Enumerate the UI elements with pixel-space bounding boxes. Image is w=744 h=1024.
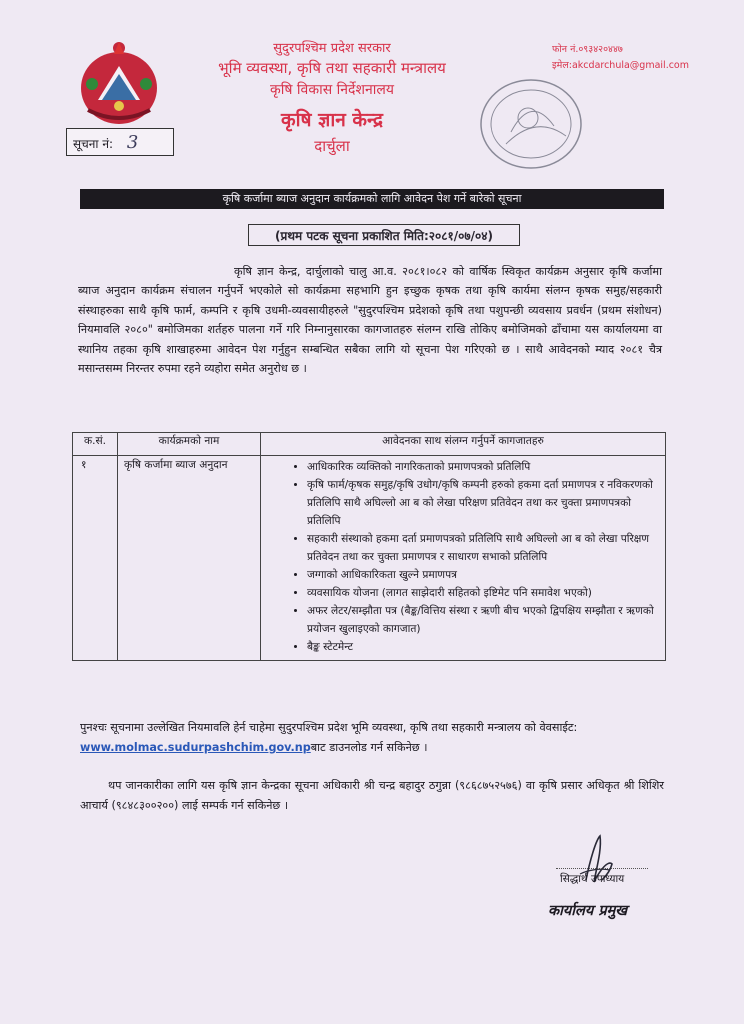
header-email: इमेल:akcdarchula@gmail.com xyxy=(552,60,690,71)
notice-title-bar: कृषि कर्जामा ब्याज अनुदान कार्यक्रमको लागि आवेदन पेश गर्ने बारेको सूचना xyxy=(80,189,664,209)
notice-body-paragraph: कृषि ज्ञान केन्द्र, दार्चुलाको चालु आ.व. २०८१।०८२ को वार्षिक स्विकृत कार्यक्रम अनुसार कृषि कर्जामा ब्याज अनुदान कार्यक्रम संचालन गर्नुपर्ने भएकोले सो कार्यक्रमा सहभागि हुन इच्छुक कृषक तथा कृषि कार्यमा संलग्न कृषक समुह/सहकारी संस्थाहरुका साथै कृषि फार्म, कम्पनि र कृषि उधमी-व्यवसायीहरुले "सुदुरपश्चिम प्रदेशको कृषि तथा पशुपन्छी व्यवसाय प्रवर्धन (प्रथम संशोधन) नियमावलि २०८०" बमोजिमका शर्तहरु पालना गर्ने गरि निम्नानुसारका कागजातहरु संलग्न राखि तोकिए बमोजिमको ढाँचामा यस कार्यालयमा वा स्थानिय तहका कृषि शाखाहरुमा आवेदन पेश गर्नुहुन सम्बन्धित सबैका लागि यो सूचना पेश गरिएको छ । साथै आवेदनको म्याद २०८१ चैत्र मसान्तसम्म निरन्तर रुपमा रहने व्यहोरा समेत अनुरोध छ । xyxy=(78,265,662,376)
header-province-government: सुदुरपश्चिम प्रदेश सरकार xyxy=(273,41,391,56)
postscript-text-end: बाट डाउनलोड गर्न सकिनेछ । xyxy=(310,741,428,754)
table-header-documents: आवेदनका साथ संलग्न गर्नुपर्ने कागजातहरु xyxy=(261,433,666,456)
table-cell-program: कृषि कर्जामा ब्याज अनुदान xyxy=(118,456,261,661)
header-district: दार्चुला xyxy=(314,137,350,155)
signature-line xyxy=(556,868,648,869)
table-cell-documents xyxy=(261,456,666,661)
header-phone: फोन नं.०९३४२०४४७ xyxy=(552,44,623,55)
ministry-website-link[interactable]: www.molmac.sudurpashchim.gov.np xyxy=(80,741,311,754)
header-ministry: भूमि व्यवस्था, कृषि तथा सहकारी मन्त्रालय xyxy=(218,59,446,77)
postscript-text: पुनश्चः सूचनामा उल्लेखित नियमावलि हेर्न चाहेमा सुदुरपश्चिम प्रदेश भूमि व्यवस्था, कृषि तथा सहकारी मन्त्रालय को वेवसाईट: xyxy=(80,721,578,734)
signatory-name: सिद्धार्थ उपाध्याय xyxy=(560,873,625,885)
contact-information-paragraph: थप जानकारीका लागि यस कृषि ज्ञान केन्द्रका सूचना अधिकारी श्री चन्द्र बहादुर ठगुन्ना (९८६८७५२५७६) वा कृषि प्रसार अधिकृत श्री शिशिर आचार्य (९८४८३००२००) लाई सम्पर्क गर्न सकिनेछ । xyxy=(80,779,664,812)
notice-number-label: सूचना नं: xyxy=(73,137,114,151)
notice-number-value: 3 xyxy=(126,132,139,153)
list-item: • कृषि फार्म/कृषक समुह/कृषि उधोग/कृषि कम्पनी हरुको हकमा दर्ता प्रमाणपत्र र नविकरणको प्रतिलिपि साथै अघिल्लो आ ब को लेखा परिक्षण प्रतिवेदन तथा कर चुक्ता प्रमाणपत्रको प्रतिलिपि xyxy=(307,476,655,530)
signatory-title: कार्यालय प्रमुख xyxy=(548,903,628,919)
postscript-paragraph xyxy=(80,718,664,758)
table-header-row xyxy=(73,433,666,456)
header-office-name: कृषि ज्ञान केन्द्र xyxy=(281,109,383,131)
required-documents-table xyxy=(72,432,666,661)
list-item: • व्यवसायिक योजना (लागत साझेदारी सहितको इष्टिमेट पनि समावेश भएको) xyxy=(307,584,655,602)
table-header-program: कार्यक्रमको नाम xyxy=(118,433,261,456)
list-item: • बैङ्क स्टेटमेन्ट xyxy=(307,638,655,656)
table-cell-sn: १ xyxy=(73,456,118,661)
list-item: • सहकारी संस्थाको हकमा दर्ता प्रमाणपत्रको प्रतिलिपि साथै अघिल्लो आ ब को लेखा परिक्षण प्रतिवेदन तथा कर चुक्ता प्रमाणपत्र र साधारण सभाको प्रतिलिपि xyxy=(307,530,655,566)
table-row xyxy=(73,456,666,661)
header-directorate: कृषि विकास निर्देशनालय xyxy=(270,82,394,98)
required-documents-list xyxy=(291,458,655,656)
list-item: • आधिकारिक व्यक्तिको नागरिकताको प्रमाणपत्रको प्रतिलिपि xyxy=(307,458,655,476)
table-header-sn: क.सं. xyxy=(73,433,118,456)
office-seal-stamp xyxy=(476,74,586,174)
list-item: • अफर लेटर/सम्झौता पत्र (बैङ्क/वित्तिय संस्था र ऋणी बीच भएको द्विपक्षिय सम्झौता र ऋणको प्रयोजन खुलाइएको कागजात) xyxy=(307,602,655,638)
list-item: • जग्गाको आधिकारिकता खुल्ने प्रमाणपत्र xyxy=(307,566,655,584)
publication-date-box: (प्रथम पटक सूचना प्रकाशित मिति:२०८१/०७/०४) xyxy=(248,224,520,246)
